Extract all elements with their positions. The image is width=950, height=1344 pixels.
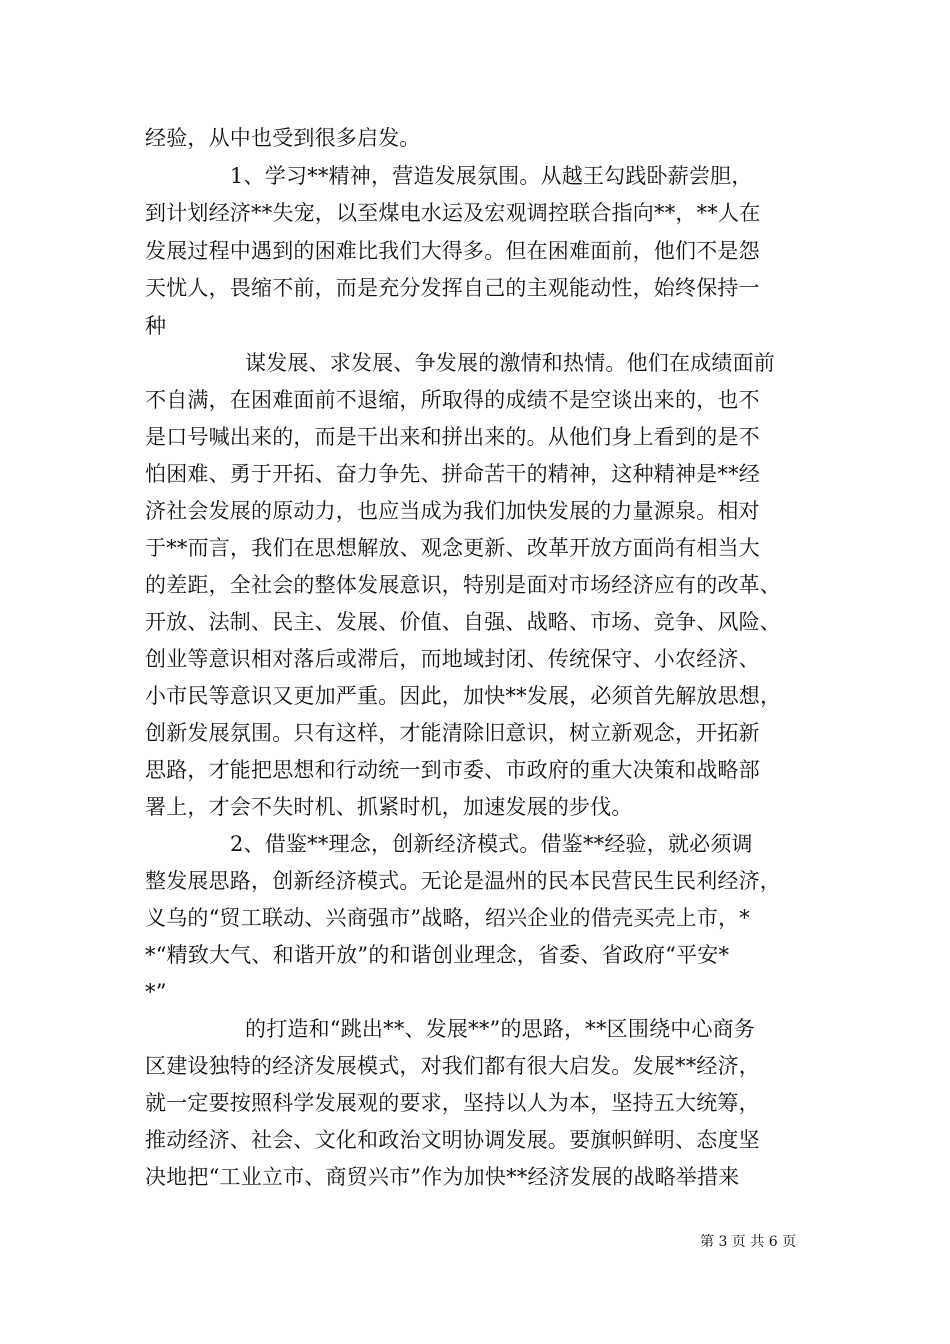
text-line: 是口号喊出来的，而是干出来和拼出来的。从他们身上看到的是不: [145, 425, 760, 449]
text-line: 义乌的“贸工联动、兴商强市”战略，绍兴企业的借壳买壳上市，*: [145, 906, 750, 930]
text-line: 发展过程中遇到的困难比我们大得多。但在困难面前，他们不是怨: [145, 239, 760, 263]
text-line: 济社会发展的原动力，也应当成为我们加快发展的力量源泉。相对: [145, 499, 760, 523]
text-line: 于**而言，我们在思想解放、观念更新、改革开放方面尚有相当大: [145, 536, 760, 560]
text-line: 2、借鉴**理念，创新经济模式。借鉴**经验，就必须调: [230, 832, 753, 856]
text-line: 开放、法制、民主、发展、价值、自强、战略、市场、竞争、风险、: [145, 610, 781, 634]
text-line: 决地把“工业立市、商贸兴市”作为加快**经济发展的战略举措来: [145, 1165, 740, 1189]
text-line: 不自满，在困难面前不退缩，所取得的成绩不是空谈出来的，也不: [145, 388, 760, 412]
text-line: *”: [145, 980, 167, 1004]
text-line: 经验，从中也受到很多启发。: [145, 126, 421, 150]
text-line: 区建设独特的经济发展模式，对我们都有很大启发。发展**经济，: [145, 1054, 760, 1078]
text-line: 到计划经济**失宠，以至煤电水运及宏观调控联合指向**，**人在: [145, 201, 761, 225]
text-line: 就一定要按照科学发展观的要求，坚持以人为本，坚持五大统筹，: [145, 1091, 760, 1115]
text-line: 思路，才能把思想和行动统一到市委、市政府的重大决策和战略部: [145, 758, 760, 782]
text-line: 谋发展、求发展、争发展的激情和热情。他们在成绩面前: [245, 351, 775, 375]
text-line: 的差距，全社会的整体发展意识，特别是面对市场经济应有的改革、: [145, 573, 781, 597]
text-line: 创新发展氛围。只有这样，才能清除旧意识，树立新观念，开拓新: [145, 721, 760, 745]
text-line: 推动经济、社会、文化和政治文明协调发展。要旗帜鲜明、态度坚: [145, 1128, 760, 1152]
text-line: 1、学习**精神，营造发展氛围。从越王勾践卧薪尝胆，: [230, 164, 753, 188]
text-line: *“精致大气、和谐开放”的和谐创业理念，省委、省政府“平安*: [145, 943, 730, 967]
text-line: 的打造和“跳出**、发展**”的思路，**区围绕中心商务: [245, 1017, 756, 1041]
text-line: 种: [145, 314, 167, 338]
text-line: 小市民等意识又更加严重。因此，加快**发展，必须首先解放思想，: [145, 684, 782, 708]
text-line: 署上，才会不失时机、抓紧时机，加速发展的步伐。: [145, 795, 633, 819]
text-line: 怕困难、勇于开拓、奋力争先、拼命苦干的精神，这种精神是**经: [145, 462, 760, 486]
text-line: 整发展思路，创新经济模式。无论是温州的民本民营民生民利经济，: [145, 869, 781, 893]
text-line: 创业等意识相对落后或滞后，而地域封闭、传统保守、小农经济、: [145, 647, 760, 671]
page-number-footer: 第 3 页 共 6 页: [700, 1234, 797, 1250]
text-line: 天忧人，畏缩不前，而是充分发挥自己的主观能动性，始终保持一: [145, 276, 760, 300]
